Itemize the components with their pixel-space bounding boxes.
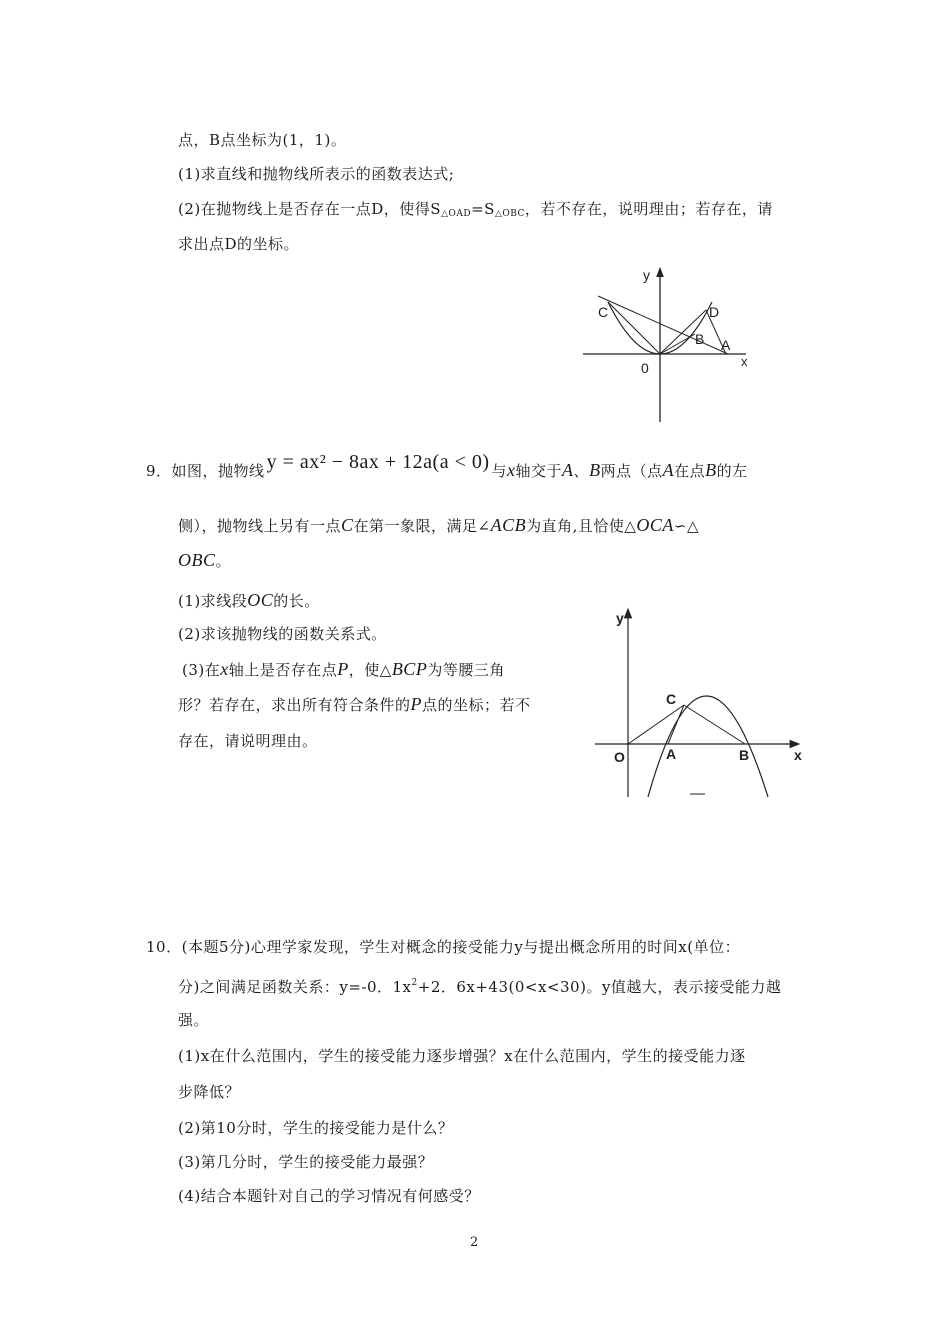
q10-subquestion-1: (1)x在什么范围内，学生的接受能力逐步增强？x在什么范围内，学生的接受能力逐 (178, 1047, 746, 1065)
label-origin: O (614, 749, 625, 765)
q8-subquestion-2-cont: 求出点D的坐标。 (178, 235, 300, 253)
page-number: 2 (470, 1235, 479, 1250)
q9-figure (590, 605, 815, 805)
label-a: A (666, 746, 677, 762)
label-d: D (709, 304, 720, 320)
q10-stem-line-1: 10．(本题5分)心理学家发现，学生对概念的接受能力y与提出概念所用的时间x(单位： (146, 938, 741, 956)
q9-subquestion-2: (2)求该抛物线的函数关系式。 (178, 625, 387, 643)
label-a: A (721, 337, 731, 353)
segment-o-c (608, 302, 660, 354)
label-b: B (739, 747, 750, 763)
q8-figure (578, 262, 758, 426)
q9-stem-line-3: OBC。 (178, 550, 232, 570)
q9-subquestion-1: (1)求线段OC的长。 (178, 590, 320, 610)
label-x: x (794, 747, 802, 763)
q9-subquestion-3: (3)在x轴上是否存在点P，使△BCP为等腰三角 (182, 659, 505, 679)
label-origin: 0 (641, 360, 649, 376)
q10-stem-line-3: 强。 (178, 1011, 210, 1029)
label-c: C (598, 304, 609, 320)
label-x: x (741, 354, 748, 369)
label-y: y (643, 267, 650, 283)
label-y: y (616, 610, 624, 626)
q9-subquestion-3-cont: 形？若存在，求出所有符合条件的P点的坐标；若不 (178, 694, 531, 714)
q8-line-continuation: 点，B点坐标为(1，1)。 (178, 131, 347, 149)
q10-stem-line-2: 分)之间满足函数关系：y=-0．$1x^2+2$．6x+43(0<x<30)。y值越大，表示接受能力越 (178, 978, 782, 996)
q10-subquestion-1-cont: 步降低？ (178, 1083, 241, 1101)
q10-subquestion-2: (2)第10分时，学生的接受能力是什么？ (178, 1119, 454, 1137)
label-b: B (695, 331, 705, 347)
q9-stem-line-1: 9．如图，抛物线 y = ax² − 8ax + 12a(a < 0) 与x轴交于A、B两点（点A在点B的左 (146, 451, 748, 480)
q10-subquestion-4: (4)结合本题针对自己的学习情况有何感受？ (178, 1187, 480, 1205)
q8-subquestion-2: (2)在抛物线上是否存在一点D，使得$S_{\triangle OAD}=S_{\triangle OBC}$，若不存在，说明理由；若存在，请 (178, 200, 773, 219)
q8-subquestion-1: (1)求直线和抛物线所表示的函数表达式; (178, 165, 455, 183)
label-c: C (666, 691, 677, 707)
q10-subquestion-3: (3)第几分时，学生的接受能力最强？ (178, 1153, 434, 1171)
segment-c-b (684, 705, 745, 744)
q9-equation: y = ax² − 8ax + 12a(a < 0) (266, 451, 490, 473)
q9-stem-line-2: 侧），抛物线上另有一点C在第一象限，满足∠ACB为直角,且恰使△OCA∽△ (178, 515, 700, 535)
q9-subquestion-3-cont2: 存在，请说明理由。 (178, 732, 318, 750)
